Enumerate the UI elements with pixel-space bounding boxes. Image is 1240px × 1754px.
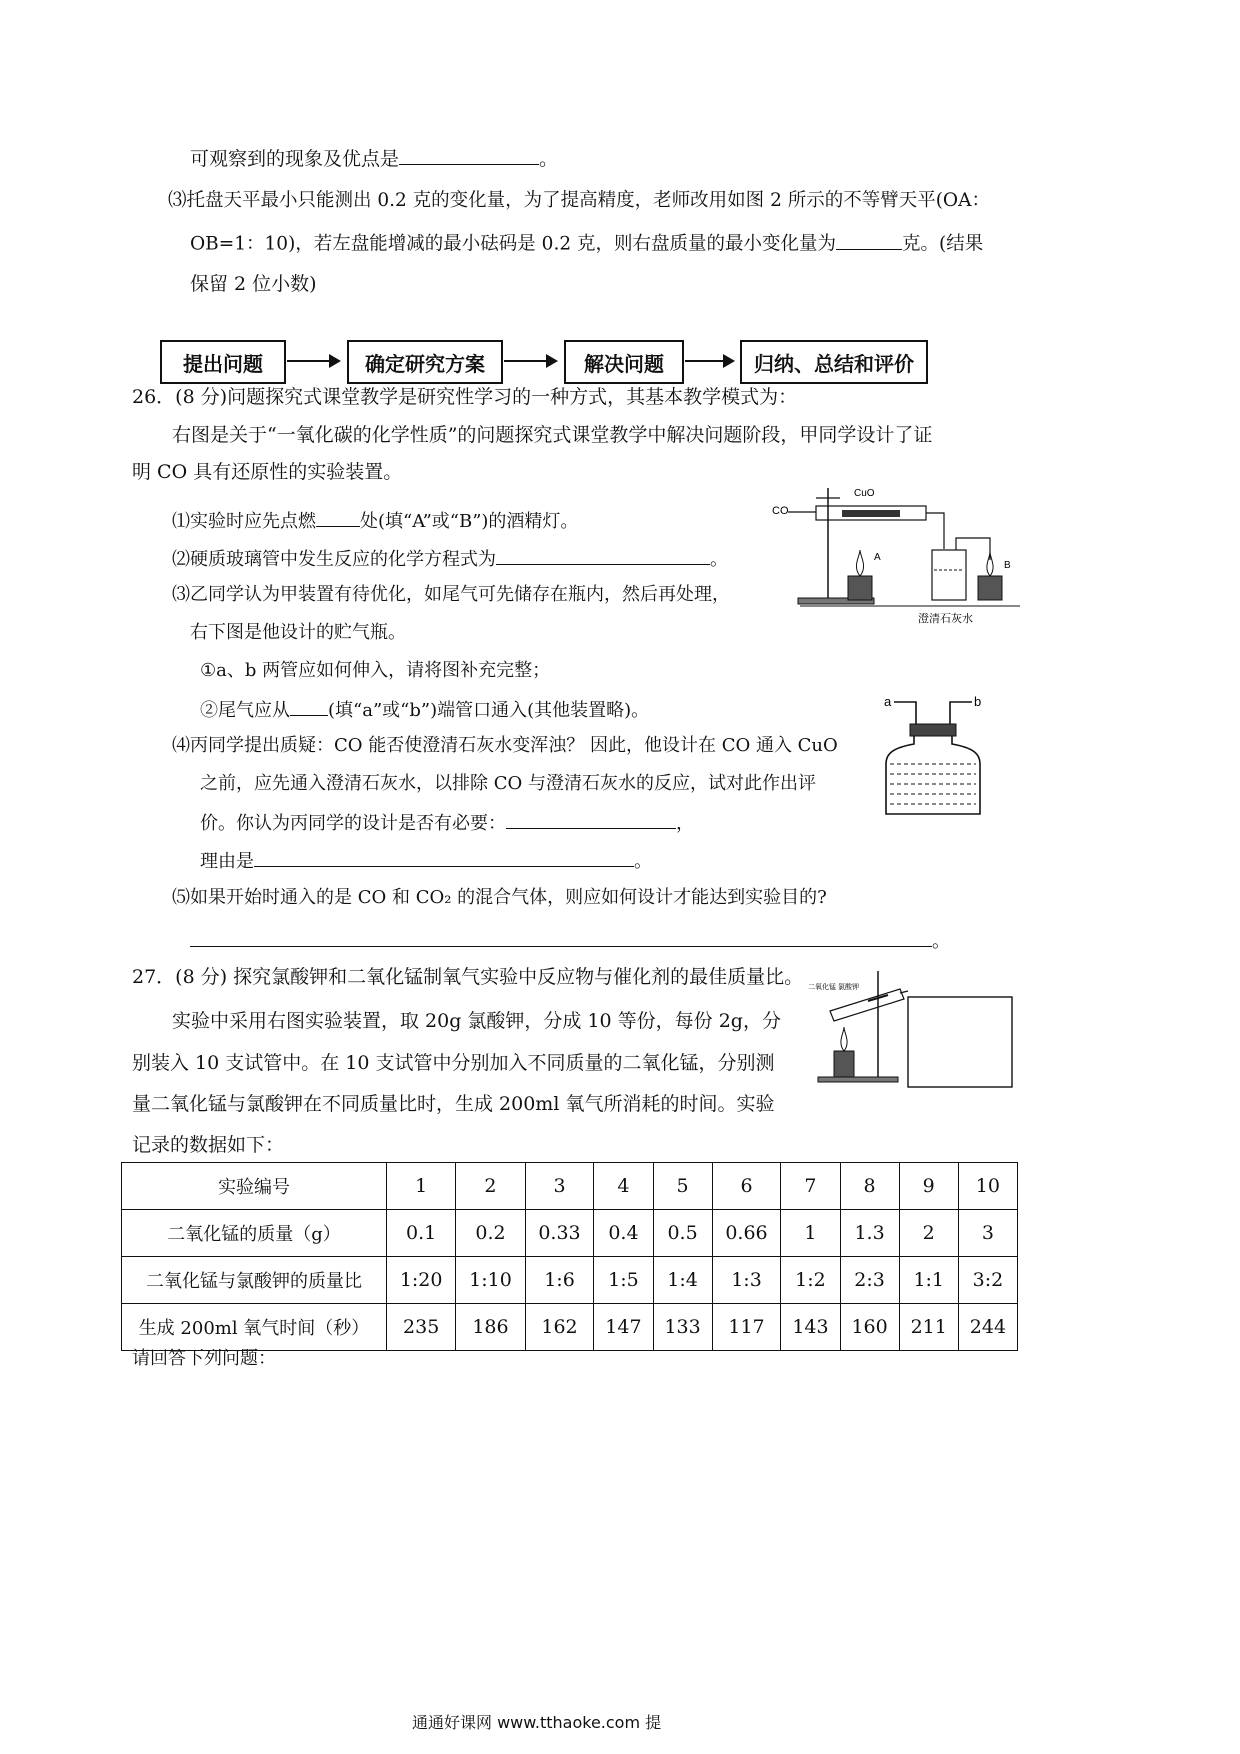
alcohol-lamp (834, 1051, 854, 1077)
table-cell: 133 (653, 1304, 712, 1351)
table-cell: 1:20 (387, 1257, 456, 1304)
answer-blank[interactable] (290, 697, 328, 716)
answer-blank[interactable] (836, 230, 902, 250)
table-cell: 2 (899, 1210, 958, 1257)
table-cell: 1:2 (781, 1257, 840, 1304)
burner-b (978, 576, 1002, 600)
q26-s2-text: ⑵硬质玻璃管中发生反应的化学方程式为 (172, 549, 496, 570)
q25-observe-line (190, 145, 558, 171)
table-cell: 143 (781, 1304, 840, 1351)
q26-intro: 26．(8 分)问题探究式课堂教学是研究性学习的一种方式，其基本教学模式为： (132, 386, 798, 408)
table-row-header: 二氧化锰的质量（g） (122, 1210, 387, 1257)
gas-collection-box (908, 997, 1012, 1087)
q26-s2 (172, 546, 728, 571)
fig2-a-label: a (884, 694, 892, 709)
table-cell: 160 (840, 1304, 899, 1351)
table-cell: 8 (840, 1163, 899, 1210)
q27-answer-prompt: 请回答下列问题： (132, 1348, 276, 1369)
table-row-header: 实验编号 (122, 1163, 387, 1210)
table-cell: 0.5 (653, 1210, 712, 1257)
answer-blank[interactable] (254, 848, 634, 867)
table-cell: 162 (525, 1304, 594, 1351)
q26-s4d-end: 。 (634, 851, 652, 872)
q26-s4c-text: 价。你认为丙同学的设计是否有必要： (200, 813, 506, 834)
test-tube (830, 989, 904, 1021)
table-cell: 1 (387, 1163, 456, 1210)
table-cell: 1:1 (899, 1257, 958, 1304)
table-cell: 1:5 (594, 1257, 653, 1304)
q26-s4c-end: ， (676, 813, 694, 834)
table-cell: 244 (958, 1304, 1017, 1351)
table-cell: 2 (456, 1163, 525, 1210)
q26-s4c (200, 810, 694, 835)
flow-step-3: 解决问题 (564, 340, 684, 384)
burner-a (848, 576, 872, 600)
fig1-b-label: B (1004, 560, 1011, 571)
fig3-label: 二氧化锰 氯酸钾 (808, 984, 859, 991)
fig1-cuo-label: CuO (854, 488, 875, 499)
fig1-a-label: A (874, 552, 881, 563)
q25-p3-line2-end: 克。(结果 (901, 233, 984, 255)
q25-p3-line3: 保留 2 位小数) (190, 273, 317, 295)
q26-s3d-text: ②尾气应从 (200, 700, 290, 721)
table-cell: 1:4 (653, 1257, 712, 1304)
table-cell: 0.66 (712, 1210, 781, 1257)
table-cell: 147 (594, 1304, 653, 1351)
flow-step-4: 归纳、总结和评价 (740, 340, 928, 384)
table-row (122, 1163, 1018, 1210)
flow-step-1: 提出问题 (160, 340, 286, 384)
table-cell: 211 (899, 1304, 958, 1351)
q26-s5-end: 。 (932, 931, 950, 952)
table-cell: 5 (653, 1163, 712, 1210)
table-cell: 7 (781, 1163, 840, 1210)
q26-line2: 右图是关于“一氧化碳的化学性质”的问题探究式课堂教学中解决问题阶段，甲同学设计了证 (172, 424, 933, 446)
table-cell: 3 (958, 1210, 1017, 1257)
answer-blank[interactable] (316, 508, 360, 527)
q25-observe-text: 可观察到的现象及优点是 (190, 148, 400, 170)
q26-s1-end: 处(填“A”或“B”)的酒精灯。 (360, 511, 579, 532)
q26-s4d-text: 理由是 (200, 851, 254, 872)
answer-blank[interactable] (496, 546, 710, 565)
q26-s1 (172, 508, 578, 533)
experiment-data-table (121, 1162, 1018, 1351)
q26-s3c: ①a、b 两管应如何伸入，请将图补充完整； (200, 660, 551, 681)
q26-s5: ⑸如果开始时通入的是 CO 和 CO₂ 的混合气体，则应如何设计才能达到实验目的? (172, 887, 827, 908)
period: 。 (539, 148, 559, 170)
bottle-stopper (910, 724, 956, 736)
table-row (122, 1210, 1018, 1257)
table-row-header: 二氧化锰与氯酸钾的质量比 (122, 1257, 387, 1304)
q27-p3: 量二氧化锰与氯酸钾在不同质量比时，生成 200ml 氧气所消耗的时间。实验 (132, 1093, 775, 1115)
limewater-bottle (932, 550, 966, 600)
gas-storage-bottle-figure (880, 690, 990, 820)
table-row (122, 1257, 1018, 1304)
table-cell: 0.4 (594, 1210, 653, 1257)
q26-s3d-end: (填“a”或“b”)端管口通入(其他装置略)。 (328, 700, 650, 721)
table-cell: 235 (387, 1304, 456, 1351)
table-cell: 2:3 (840, 1257, 899, 1304)
fig2-b-label: b (974, 694, 982, 709)
flow-arrow-3 (685, 360, 733, 362)
table-row (122, 1304, 1018, 1351)
q25-p3-line1: ⑶托盘天平最小只能测出 0.2 克的变化量，为了提高精度，老师改用如图 2 所示的不等臂天平(OA： (168, 190, 990, 211)
q26-s3b: 右下图是他设计的贮气瓶。 (190, 622, 406, 643)
table-cell: 1:6 (525, 1257, 594, 1304)
q27-p1: 实验中采用右图实验装置，取 20g 氯酸钾，分成 10 等份，每份 2g，分 (172, 1010, 781, 1032)
footer-source: 通通好课网 www.tthaoke.com 提 (412, 1713, 662, 1732)
q26-s1-text: ⑴实验时应先点燃 (172, 511, 316, 532)
q26-s3d (200, 697, 649, 722)
answer-blank[interactable] (506, 810, 676, 829)
answer-blank[interactable] (190, 928, 932, 947)
q26-s3a: ⑶乙同学认为甲装置有待优化，如尾气可先储存在瓶内，然后再处理， (172, 584, 730, 605)
flow-step-2: 确定研究方案 (347, 340, 503, 384)
table-cell: 1:10 (456, 1257, 525, 1304)
flow-arrow-1 (287, 360, 339, 362)
table-cell: 0.1 (387, 1210, 456, 1257)
table-cell: 0.2 (456, 1210, 525, 1257)
table-row-header: 生成 200ml 氧气时间（秒） (122, 1304, 387, 1351)
q25-p3-line2-text: OB=1：10)，若左盘能增减的最小砝码是 0.2 克，则右盘质量的最小变化量为 (190, 233, 836, 255)
cuo-powder (842, 510, 900, 517)
q26-s5-answer (190, 928, 950, 953)
kclo3-heating-apparatus-figure (808, 965, 1028, 1095)
table-cell: 1:3 (712, 1257, 781, 1304)
table-cell: 1.3 (840, 1210, 899, 1257)
table-cell: 10 (958, 1163, 1017, 1210)
fig1-caption: 澄清石灰水 (918, 613, 973, 625)
table-cell: 6 (712, 1163, 781, 1210)
q25-p3-line2 (190, 230, 983, 256)
q26-s4d (200, 848, 652, 873)
table-cell: 9 (899, 1163, 958, 1210)
q26-line3: 明 CO 具有还原性的实验装置。 (132, 461, 403, 483)
q26-s2-end: 。 (710, 549, 728, 570)
table-cell: 0.33 (525, 1210, 594, 1257)
table-cell: 1 (781, 1210, 840, 1257)
table-cell: 186 (456, 1304, 525, 1351)
flow-arrow-2 (504, 360, 556, 362)
table-cell: 3:2 (958, 1257, 1017, 1304)
table-cell: 4 (594, 1163, 653, 1210)
q26-s4b: 之前，应先通入澄清石灰水，以排除 CO 与澄清石灰水的反应，试对此作出评 (200, 773, 816, 794)
table-cell: 117 (712, 1304, 781, 1351)
bottle-body (886, 736, 980, 814)
q27-p2: 别装入 10 支试管中。在 10 支试管中分别加入不同质量的二氧化锰，分别测 (132, 1052, 775, 1074)
q27-intro: 27．(8 分) 探究氯酸钾和二氧化锰制氧气实验中反应物与催化剂的最佳质量比。 (132, 966, 804, 988)
q27-p4: 记录的数据如下： (132, 1134, 285, 1156)
fig1-co-label: CO (772, 505, 789, 517)
q26-s4a: ⑷丙同学提出质疑：CO 能否使澄清石灰水变浑浊？ 因此，他设计在 CO 通入 CuO (172, 735, 838, 756)
co-reduction-apparatus-figure (770, 480, 1030, 630)
table-cell: 3 (525, 1163, 594, 1210)
answer-blank[interactable] (399, 145, 539, 165)
